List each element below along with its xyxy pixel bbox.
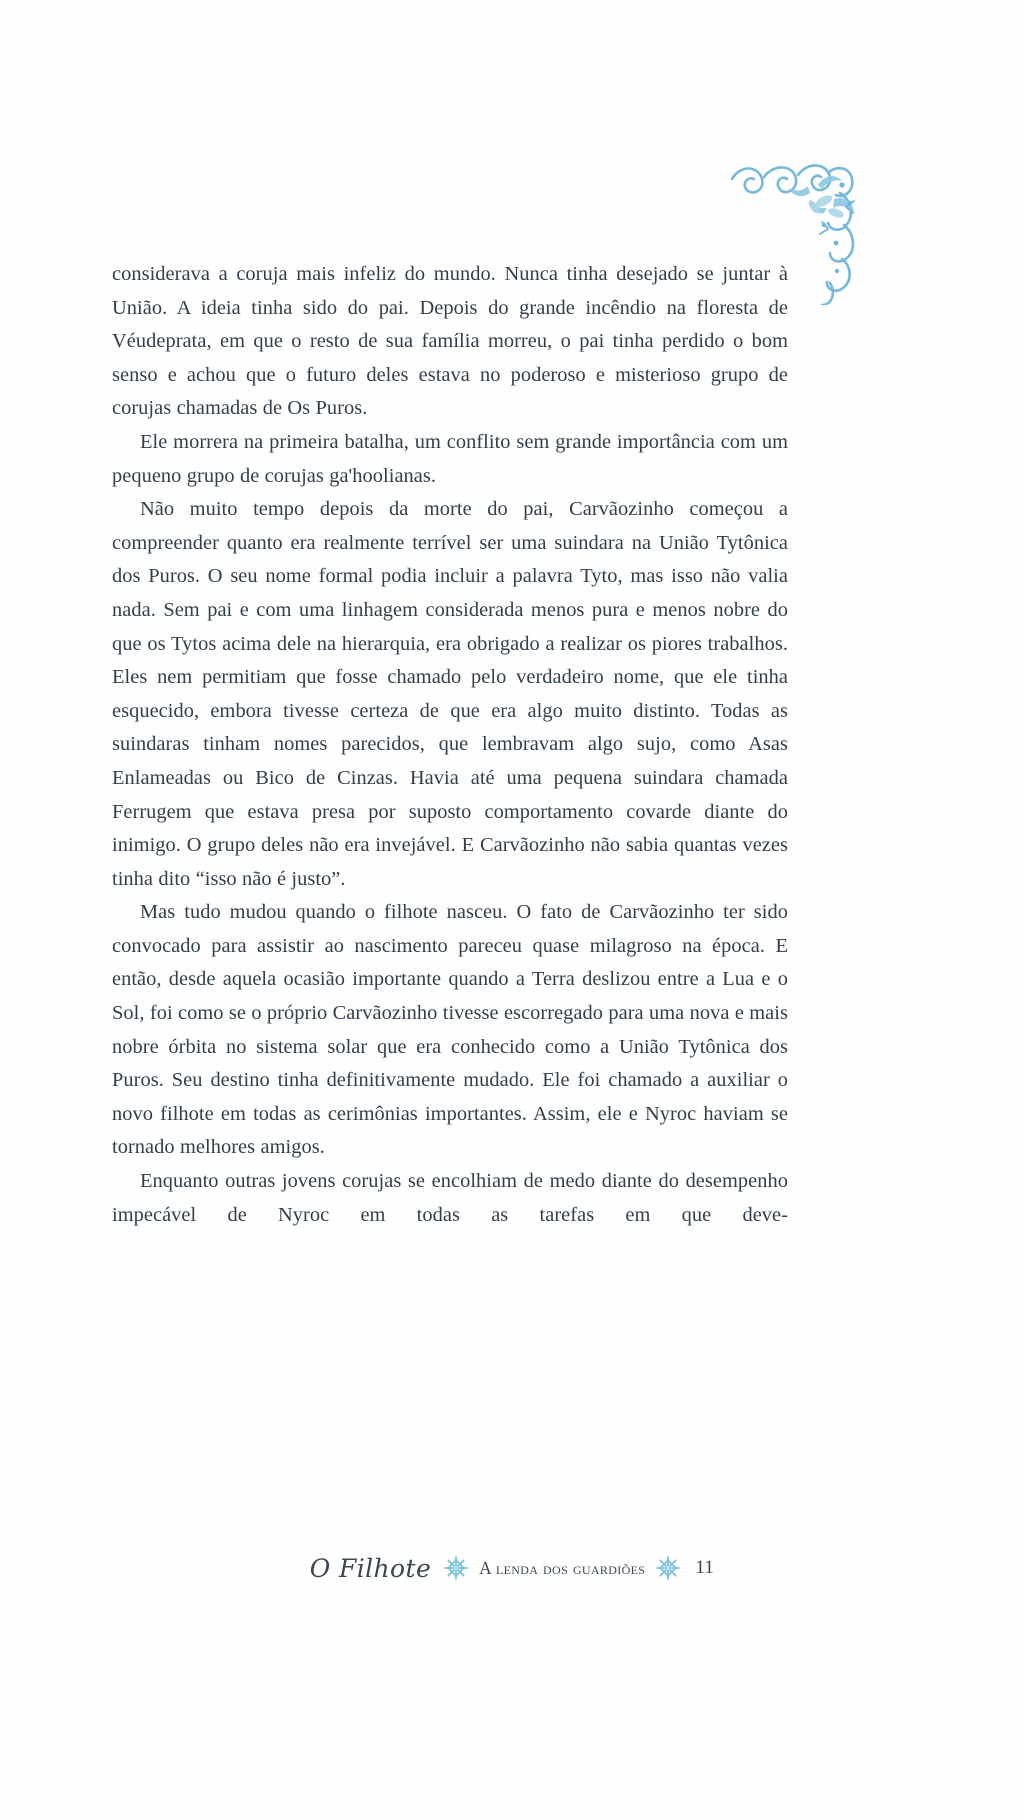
paragraph-nao-muito-tempo: Não muito tempo depois da morte do pai, Carvãozinho começou a compreender quanto era realmente terrível ser uma suindara na União Tytônica dos Puros. O seu nome formal podia incluir a palavra Tyto, mas isso não valia nada. Sem pai e com uma linhagem considerada menos pura e menos nobre do que os Tytos acima dele na hierarquia, era obrigado a realizar os piores trabalhos. Eles nem permitiam que fosse chamado pelo verdadeiro nome, que ele tinha esquecido, embora tivesse certeza de que era algo muito distinto. Todas as suindaras tinham nomes parecidos, que lembravam algo sujo, como Asas Enlameadas ou Bico de Cinzas. Havia até uma pequena suindara chamada Ferrugem que estava presa por suposto comportamento covarde diante do inimigo. O grupo deles não era invejável. E Carvãozinho não sabia quantas vezes tinha dito “isso não é justo”.: [112, 498, 788, 890]
page-number: 11: [695, 1557, 715, 1578]
footer-book-title: O Filhote: [309, 1553, 432, 1583]
footer-series-title: a lenda dos guardiões: [479, 1557, 646, 1578]
page-footer: [0, 1548, 1024, 1588]
paragraph-mas-tudo-mudou: Mas tudo mudou quando o filhote nasceu. O fato de Carvãozinho ter sido convocado para assistir ao nascimento pareceu quase milagroso na época. E então, desde aquela ocasião importante quando a Terra deslizou entre a Lua e o Sol, foi como se o próprio Carvãozinho tivesse escorregado para uma nova e mais nobre órbita no sistema solar que era conhecido como a União Tytônica dos Puros. Seu destino tinha definitivamente mudado. Ele foi chamado a auxiliar o novo filhote em todas as cerimônias importantes. Assim, ele e Nyroc haviam se tornado melhores amigos.: [112, 901, 788, 1159]
paragraph-enquanto-outras: Enquanto outras jovens corujas se encolhiam de medo diante do desempenho impecável de Nyroc em todas as tarefas em que deve-: [112, 1170, 788, 1226]
body-text-column: [112, 258, 788, 1232]
paragraph-continuation: considerava a coruja mais infeliz do mundo. Nunca tinha desejado se juntar à União. A ideia tinha sido do pai. Depois do grande incêndio na floresta de Véudeprata, em que o resto de sua família morreu, o pai tinha perdido o bom senso e achou que o futuro deles estava no poderoso e misterioso grupo de corujas chamadas de Os Puros.: [112, 263, 788, 420]
paragraph-ele-morrera: Ele morrera na primeira batalha, um conflito sem grande importância com um pequeno grupo de corujas ga'hoolianas.: [112, 430, 788, 487]
snowflake-icon: [443, 1555, 469, 1581]
snowflake-icon: [655, 1555, 681, 1581]
